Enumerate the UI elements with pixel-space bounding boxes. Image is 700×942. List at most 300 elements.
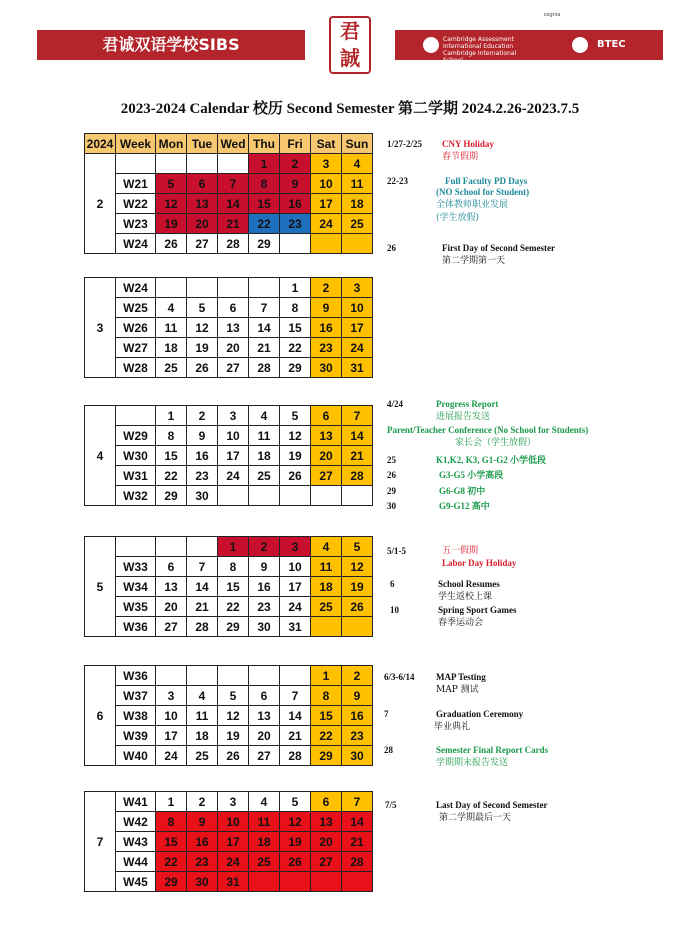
day-cell: 23 [187,466,218,486]
day-cell: 2 [280,154,311,174]
logo-char-1: 君 [340,19,360,43]
day-cell [187,666,218,686]
logo-char-2: 誠 [340,46,360,70]
day-cell: 27 [218,358,249,378]
day-cell: 5 [280,406,311,426]
day-cell: 11 [156,318,187,338]
day-cell: 19 [280,832,311,852]
day-cell: 27 [311,466,342,486]
day-cell: 8 [280,298,311,318]
day-cell: 1 [280,278,311,298]
day-cell: 28 [218,234,249,254]
day-cell: 22 [156,466,187,486]
day-cell [187,278,218,298]
day-cell: 2 [187,406,218,426]
day-cell: 3 [218,792,249,812]
week-label: W36 [116,666,156,686]
note-en: Spring Sport Games [438,605,517,615]
day-cell: 10 [311,174,342,194]
day-cell: 29 [249,234,280,254]
day-cell: 31 [218,872,249,892]
week-label: W26 [116,318,156,338]
day-cell: 26 [280,466,311,486]
day-cell [249,666,280,686]
column-header: Fri [280,134,311,154]
day-cell [156,154,187,174]
day-cell: 27 [249,746,280,766]
week-label: W43 [116,832,156,852]
column-header: Week [116,134,156,154]
day-cell: 11 [249,812,280,832]
day-cell: 14 [342,812,373,832]
day-cell [249,486,280,506]
day-cell: 6 [249,686,280,706]
day-cell: 8 [156,812,187,832]
day-cell [280,872,311,892]
day-cell: 18 [342,194,373,214]
day-cell: 8 [311,686,342,706]
note-date: 26 [387,470,396,480]
day-cell: 18 [311,577,342,597]
day-cell: 9 [187,426,218,446]
day-cell: 1 [311,666,342,686]
week-row [85,406,373,426]
week-label: W31 [116,466,156,486]
month-label: 4 [85,406,116,506]
week-label [116,406,156,426]
day-cell: 18 [249,832,280,852]
note-en: School Resumes [438,579,500,589]
day-cell: 26 [342,597,373,617]
day-cell [156,537,187,557]
week-row [85,537,373,557]
column-header: 2024 [85,134,116,154]
note-cn: 全体教师职业发展 [436,200,509,210]
day-cell [342,617,373,637]
note-cn: 第二学期最后一天 [439,813,512,823]
note-date: 28 [384,745,393,755]
day-cell: 13 [311,812,342,832]
cambridge-line-3: Cambridge International School [443,50,517,64]
week-row [85,557,373,577]
day-cell: 24 [156,746,187,766]
note-date: 29 [387,486,396,496]
note-text: G3-G5 小学高段 [439,470,504,480]
day-cell: 4 [249,406,280,426]
note-cn: MAP 测试 [436,685,479,695]
day-cell: 10 [156,706,187,726]
day-cell: 10 [218,426,249,446]
day-cell: 28 [187,617,218,637]
column-header: Sat [311,134,342,154]
day-cell: 15 [156,832,187,852]
note-cn-2: (学生放假) [436,213,480,223]
week-label: W41 [116,792,156,812]
week-label: W22 [116,194,156,214]
day-cell [342,486,373,506]
week-row [85,852,373,872]
week-label: W24 [116,234,156,254]
day-cell: 7 [342,406,373,426]
week-row [85,318,373,338]
column-header: Mon [156,134,187,154]
note-date: 26 [387,243,396,253]
week-row [85,466,373,486]
day-cell: 8 [249,174,280,194]
day-cell: 1 [249,154,280,174]
day-cell: 9 [249,557,280,577]
day-cell: 21 [342,832,373,852]
week-label: W21 [116,174,156,194]
ap-logo: AP [512,7,532,22]
note-en-2: (NO School for Student) [436,187,530,197]
week-label: W28 [116,358,156,378]
page-title: 2023-2024 Calendar 校历 Second Semester 第二学期 2024.2.26-2023.7.5 [120,101,580,117]
week-row [85,278,373,298]
day-cell: 26 [218,746,249,766]
note-en: CNY Holiday [442,139,494,149]
day-cell: 15 [218,577,249,597]
day-cell: 20 [156,597,187,617]
day-cell: 26 [187,358,218,378]
week-row [85,298,373,318]
cambridge-crest-icon [423,37,439,53]
day-cell: 10 [342,298,373,318]
day-cell: 15 [156,446,187,466]
note-date: 6/3-6/14 [384,672,415,682]
week-label [116,537,156,557]
day-cell: 6 [218,298,249,318]
day-cell: 17 [218,832,249,852]
day-cell: 6 [187,174,218,194]
week-row [85,174,373,194]
week-label: W27 [116,338,156,358]
note-date: 6 [390,579,395,589]
day-cell: 23 [280,214,311,234]
day-cell: 21 [342,446,373,466]
calendar-february [84,133,373,254]
day-cell [187,537,218,557]
day-cell: 7 [280,686,311,706]
week-label: W42 [116,812,156,832]
day-cell: 11 [187,706,218,726]
day-cell: 19 [342,577,373,597]
day-cell: 17 [218,446,249,466]
day-cell: 14 [342,426,373,446]
day-cell: 20 [311,832,342,852]
day-cell: 24 [342,338,373,358]
note-en: Labor Day Holiday [442,558,517,568]
day-cell [311,234,342,254]
day-cell: 16 [249,577,280,597]
week-row [85,832,373,852]
week-row [85,214,373,234]
day-cell: 22 [249,214,280,234]
day-cell: 17 [342,318,373,338]
day-cell: 14 [187,577,218,597]
table-header-row [85,134,373,154]
day-cell: 16 [311,318,342,338]
month-label: 5 [85,537,116,637]
badge-icon [572,37,588,53]
day-cell: 24 [218,466,249,486]
day-cell [280,486,311,506]
week-row [85,194,373,214]
day-cell: 22 [280,338,311,358]
day-cell: 22 [156,852,187,872]
calendar-april [84,405,373,506]
day-cell: 13 [218,318,249,338]
note-cn: 春节假期 [442,152,479,162]
day-cell: 18 [187,726,218,746]
note-date: 10 [390,605,399,615]
day-cell: 28 [249,358,280,378]
day-cell: 28 [342,852,373,872]
note-date: 22-23 [387,176,408,186]
day-cell [342,872,373,892]
week-row [85,154,373,174]
note-date: 5/1-5 [387,546,406,556]
day-cell: 19 [156,214,187,234]
week-label: W36 [116,617,156,637]
day-cell: 1 [156,406,187,426]
day-cell: 19 [280,446,311,466]
week-label: W44 [116,852,156,872]
day-cell: 20 [218,338,249,358]
week-row [85,426,373,446]
day-cell: 21 [218,214,249,234]
day-cell [218,666,249,686]
day-cell: 17 [311,194,342,214]
day-cell: 29 [156,872,187,892]
day-cell: 4 [249,792,280,812]
day-cell: 27 [156,617,187,637]
day-cell: 31 [342,358,373,378]
day-cell: 5 [218,686,249,706]
week-row [85,486,373,506]
note-cn: 学期期末报告发送 [436,758,509,768]
cognia-logo: cognia [540,7,564,23]
day-cell: 4 [342,154,373,174]
month-label: 2 [85,154,116,254]
day-cell: 30 [342,746,373,766]
day-cell: 10 [218,812,249,832]
week-row [85,726,373,746]
day-cell [156,278,187,298]
week-label: W32 [116,486,156,506]
month-label: 7 [85,792,116,892]
week-label: W40 [116,746,156,766]
day-cell [187,154,218,174]
week-row [85,812,373,832]
day-cell [311,617,342,637]
week-label [116,154,156,174]
week-label: W35 [116,597,156,617]
day-cell: 23 [249,597,280,617]
week-label: W45 [116,872,156,892]
day-cell: 6 [311,792,342,812]
day-cell: 15 [280,318,311,338]
day-cell: 12 [280,812,311,832]
day-cell: 18 [156,338,187,358]
note-cn: 第二学期第一天 [442,256,506,266]
day-cell [249,278,280,298]
day-cell: 22 [311,726,342,746]
day-cell: 27 [311,852,342,872]
day-cell: 3 [311,154,342,174]
day-cell: 12 [280,426,311,446]
note-date: 7 [384,709,389,719]
column-header: Thu [249,134,280,154]
day-cell: 14 [218,194,249,214]
day-cell: 22 [218,597,249,617]
day-cell: 25 [187,746,218,766]
day-cell: 29 [218,617,249,637]
day-cell: 8 [218,557,249,577]
day-cell: 20 [187,214,218,234]
day-cell: 30 [249,617,280,637]
day-cell: 6 [156,557,187,577]
day-cell [311,872,342,892]
day-cell: 13 [187,194,218,214]
day-cell: 21 [280,726,311,746]
day-cell: 17 [280,577,311,597]
btec-logo: BTEC [597,39,626,50]
header-banner-left [37,30,305,60]
note-en: Parent/Teacher Conference (No School for Students) [387,425,589,435]
day-cell: 13 [249,706,280,726]
note-cn: 毕业典礼 [434,722,471,732]
day-cell: 9 [342,686,373,706]
day-cell: 28 [342,466,373,486]
day-cell: 15 [311,706,342,726]
school-name: 君诚双语学校SIBS [102,35,240,54]
day-cell: 26 [280,852,311,872]
day-cell: 20 [249,726,280,746]
day-cell: 6 [311,406,342,426]
note-cn: 五一假期 [442,546,479,556]
note-date: 4/24 [387,399,404,409]
cambridge-logo [443,36,517,64]
note-text: K1,K2, K3, G1-G2 小学低段 [436,455,546,465]
day-cell: 23 [187,852,218,872]
day-cell: 12 [218,706,249,726]
day-cell: 8 [156,426,187,446]
week-row [85,338,373,358]
day-cell: 12 [156,194,187,214]
week-row [85,746,373,766]
note-cn: 学生返校上课 [438,592,493,602]
day-cell: 29 [280,358,311,378]
day-cell: 7 [187,557,218,577]
week-row [85,792,373,812]
day-cell: 31 [280,617,311,637]
day-cell: 11 [311,557,342,577]
day-cell: 5 [156,174,187,194]
day-cell: 14 [280,706,311,726]
week-row [85,446,373,466]
week-row [85,706,373,726]
day-cell: 30 [187,486,218,506]
day-cell: 30 [311,358,342,378]
day-cell: 9 [187,812,218,832]
note-en: MAP Testing [436,672,486,682]
day-cell [218,278,249,298]
day-cell: 2 [187,792,218,812]
column-header: Wed [218,134,249,154]
day-cell: 21 [187,597,218,617]
day-cell [249,872,280,892]
day-cell: 28 [280,746,311,766]
note-en: Graduation Ceremony [436,709,524,719]
day-cell: 9 [280,174,311,194]
column-header: Sun [342,134,373,154]
week-row [85,577,373,597]
day-cell: 7 [342,792,373,812]
day-cell: 16 [187,832,218,852]
day-cell: 1 [218,537,249,557]
day-cell: 16 [187,446,218,466]
day-cell: 2 [342,666,373,686]
day-cell: 29 [311,746,342,766]
note-en: Progress Report [436,399,499,409]
week-row [85,666,373,686]
week-label: W34 [116,577,156,597]
note-en: Semester Final Report Cards [436,745,549,755]
week-label: W29 [116,426,156,446]
day-cell: 24 [218,852,249,872]
calendar-july [84,791,373,892]
note-cn: 进展报告发送 [436,412,491,422]
day-cell: 10 [280,557,311,577]
week-row [85,617,373,637]
week-row [85,686,373,706]
calendar-june [84,665,373,766]
day-cell: 26 [156,234,187,254]
day-cell: 5 [342,537,373,557]
note-en: First Day of Second Semester [442,243,555,253]
week-label: W33 [116,557,156,577]
day-cell [280,666,311,686]
note-text: G6-G8 初中 [439,486,486,496]
day-cell: 14 [249,318,280,338]
day-cell: 2 [249,537,280,557]
school-logo [329,16,371,74]
day-cell: 20 [311,446,342,466]
day-cell: 17 [156,726,187,746]
week-label: W24 [116,278,156,298]
day-cell: 25 [156,358,187,378]
day-cell: 1 [156,792,187,812]
day-cell: 3 [218,406,249,426]
day-cell: 12 [187,318,218,338]
day-cell: 15 [249,194,280,214]
week-row [85,872,373,892]
day-cell: 25 [249,466,280,486]
note-date: 1/27-2/25 [387,139,422,149]
day-cell: 9 [311,298,342,318]
day-cell: 5 [280,792,311,812]
week-row [85,234,373,254]
week-label: W30 [116,446,156,466]
day-cell: 21 [249,338,280,358]
day-cell: 23 [311,338,342,358]
day-cell: 4 [311,537,342,557]
note-date: 7/5 [385,800,397,810]
day-cell [342,234,373,254]
day-cell: 30 [187,872,218,892]
day-cell [311,486,342,506]
